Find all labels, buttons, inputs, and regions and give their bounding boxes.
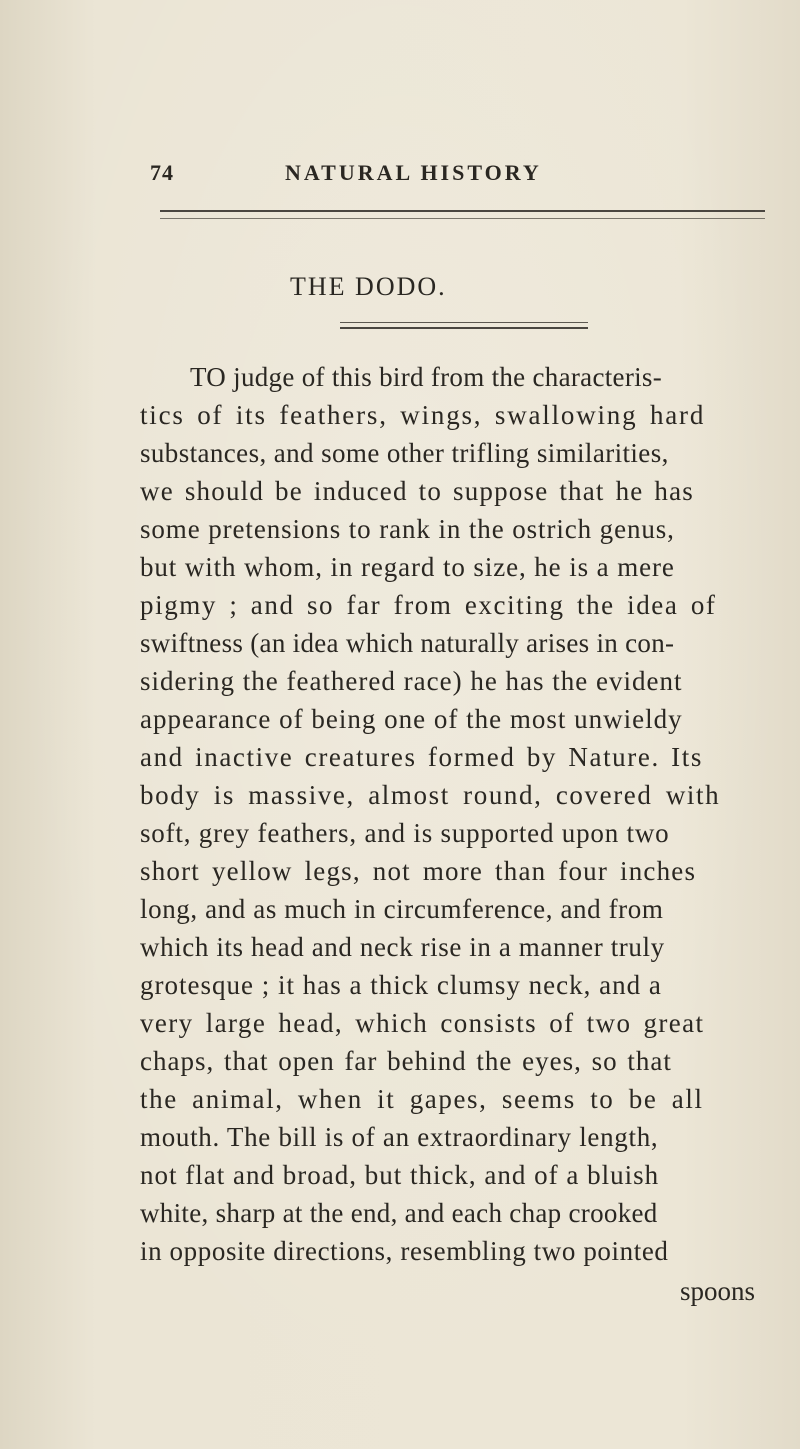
header-rule-thin [160, 218, 765, 219]
running-head [0, 160, 800, 190]
title-rule [340, 327, 588, 329]
section-title: THE DODO. [290, 272, 447, 301]
text-line: we should be induced to suppose that he has [140, 476, 695, 506]
text-line: swiftness (an idea which naturally arises in con- [140, 628, 675, 658]
text-line: pigmy ; and so far from exciting the idea of [140, 590, 717, 620]
text-line: body is massive, almost round, covered with [140, 780, 721, 810]
text-line: grotesque ; it has a thick clumsy neck, and a [140, 970, 662, 1000]
text-line: soft, grey feathers, and is supported upon two [140, 818, 670, 848]
text-line: chaps, that open far behind the eyes, so that [140, 1046, 672, 1076]
page-number: 74 [150, 160, 174, 185]
header-rule [160, 210, 765, 212]
text-line: but with whom, in regard to size, he is a mere [140, 552, 675, 582]
running-title: NATURAL HISTORY [285, 160, 542, 185]
text-line: white, sharp at the end, and each chap crooked [140, 1198, 658, 1228]
text-line: in opposite directions, resembling two pointed [140, 1236, 669, 1266]
text-line: TO judge of this bird from the characteris- [190, 362, 663, 392]
text-line: mouth. The bill is of an extraordinary length, [140, 1122, 659, 1152]
text-line: which its head and neck rise in a manner truly [140, 932, 665, 962]
text-line: the animal, when it gapes, seems to be all [140, 1084, 704, 1114]
text-line: very large head, which consists of two great [140, 1008, 705, 1038]
catchword: spoons [680, 1276, 756, 1306]
text-line: short yellow legs, not more than four inches [140, 856, 697, 886]
text-line: sidering the feathered race) he has the evident [140, 666, 683, 696]
text-line: long, and as much in circumference, and from [140, 894, 664, 924]
text-line: some pretensions to rank in the ostrich genus, [140, 514, 675, 544]
title-rule-thin [340, 322, 588, 323]
text-line: tics of its feathers, wings, swallowing hard [140, 400, 706, 430]
text-line: and inactive creatures formed by Nature. Its [140, 742, 703, 772]
text-line: appearance of being one of the most unwieldy [140, 704, 683, 734]
text-line: substances, and some other trifling similarities, [140, 438, 669, 468]
text-line: not flat and broad, but thick, and of a bluish [140, 1160, 660, 1190]
